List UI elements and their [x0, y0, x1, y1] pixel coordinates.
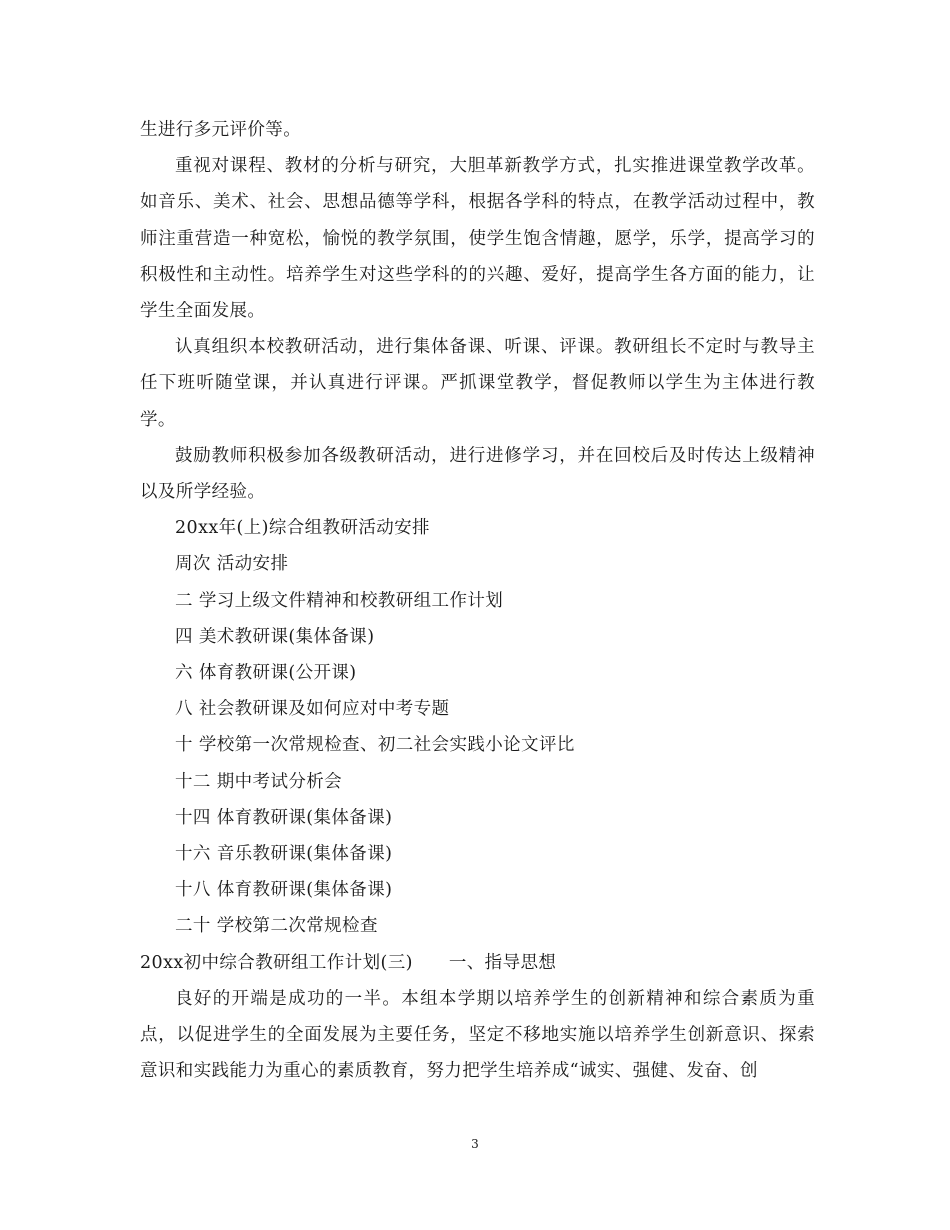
- paragraph-guiding-ideology: 良好的开端是成功的一半。本组本学期以培养学生的创新精神和综合素质为重点，以促进学生的全面发展为主要任务，坚定不移地实施以培养学生创新意识、探索意识和实践能力为重心的素质教育，努力把学生培养成“诚实、强健、发奋、创: [140, 988, 815, 1082]
- paragraph-teacher-training: 鼓励教师积极参加各级教研活动，进行进修学习，并在回校后及时传达上级精神以及所学经验。: [140, 445, 815, 503]
- page-number: 3: [471, 1137, 479, 1151]
- plan-heading-line: [140, 945, 815, 981]
- paragraph-curriculum-reform: 重视对课程、教材的分析与研究，大胆革新教学方式，扎实推进课堂教学改革。如音乐、美术、社会、思想品德等学科，根据各学科的特点，在教学活动过程中，教师注重营造一种宽松，愉悦的教学氛围，使学生饱含情趣，愿学，乐学，提高学习的积极性和主动性。培养学生对这些学科的的兴趣、爱好，提高学生各方面的能力，让学生全面发展。: [140, 156, 815, 322]
- schedule-item: 十 学校第一次常规检查、初二社会实践小论文评比: [175, 735, 575, 756]
- schedule-item: 十四 体育教研课(集体备课): [175, 807, 393, 828]
- schedule-item: 四 美术教研课(集体备课): [175, 626, 375, 647]
- paragraph-continuation: 生进行多元评价等。: [140, 120, 302, 140]
- schedule-item: 二十 学校第二次常规检查: [175, 916, 378, 937]
- paragraph-research-activities: 认真组织本校教研活动，进行集体备课、听课、评课。教研组长不定时与教导主任下班听随堂课，并认真进行评课。严抓课堂教学，督促教师以学生为主体进行教学。: [140, 337, 815, 430]
- schedule-item: 十八 体育教研课(集体备课): [175, 880, 393, 901]
- section-heading: 一、指导思想: [448, 952, 557, 973]
- schedule-title: 20xx年(上)综合组教研活动安排: [175, 518, 430, 539]
- schedule-item: 六 体育教研课(公开课): [175, 663, 357, 684]
- schedule-item: 二 学习上级文件精神和校教研组工作计划: [175, 590, 504, 611]
- plan-heading: 20xx初中综合教研组工作计划(三): [140, 952, 413, 973]
- schedule-item: 八 社会教研课及如何应对中考专题: [175, 699, 450, 720]
- schedule-item: 十二 期中考试分析会: [175, 771, 343, 792]
- schedule-header: 周次 活动安排: [175, 554, 289, 575]
- schedule-item: 十六 音乐教研课(集体备课): [175, 844, 393, 865]
- document-body: [140, 112, 815, 1089]
